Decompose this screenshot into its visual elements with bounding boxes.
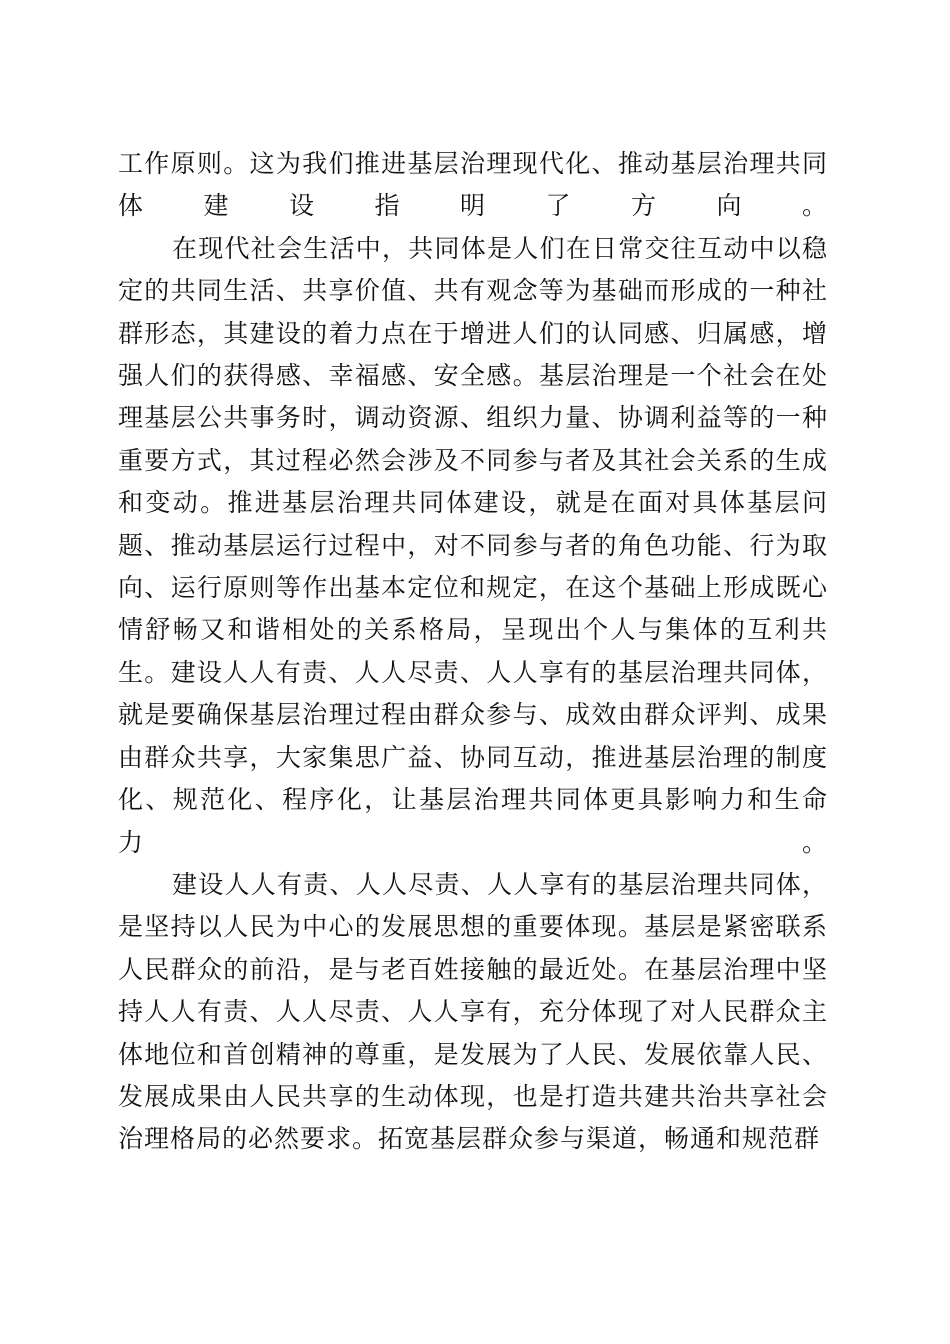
text-line: 畅又和谐相处的关系格局，呈现出个人与集体的互利共生。建: [118, 615, 828, 687]
text-line: 体地位和首创精神的尊重，是发展为了人民、发展依靠人民、: [118, 1039, 828, 1069]
text-line: 推动基层运行过程中，对不同参与者的角色功能、行为取向、: [118, 530, 828, 603]
text-line: 理基层公共事务时，调动资源、组织力量、协调利益等的一种: [118, 403, 828, 433]
paragraph-2: [118, 228, 828, 864]
text-line: 建设人人有责、人人尽责、人人享有的基层治理共同体，: [172, 869, 828, 899]
text-line: 设人人有责、人人尽责、人人享有的基层治理共同体，就是要: [118, 657, 828, 730]
text-line: 工作原则。这为我们推进基层治理现代化、推动基层治理共同: [118, 149, 828, 178]
text-line: 和变动。推进基层治理共同体建设，就是在面对具体基层问题、: [118, 488, 828, 560]
text-line: 人民群众的前沿，是与老百姓接触的最近处。在基层治理中坚: [118, 954, 828, 984]
body-text: [118, 143, 828, 1161]
paragraph-3: [118, 864, 828, 1161]
text-line: 治理格局的必然要求。拓宽基层群众参与渠道，畅通和规范群: [118, 1124, 821, 1154]
text-line: 在现代社会生活中，共同体是人们在日常交往互动中以稳: [172, 233, 828, 263]
text-line: 运行原则等作出基本定位和规定，在这个基础上形成既心情舒: [118, 573, 828, 645]
text-line: 持人人有责、人人尽责、人人享有，充分体现了对人民群众主: [118, 997, 828, 1027]
text-line: 定的共同生活、共享价值、共有观念等为基础而形成的一种社: [118, 276, 828, 306]
paragraph-1: [118, 143, 828, 228]
text-line: 共享，大家集思广益、协同互动，推进基层治理的制度化、规: [118, 742, 828, 815]
text-line: 强人们的获得感、幸福感、安全感。基层治理是一个社会在处: [118, 361, 828, 391]
text-line: 发展成果由人民共享的生动体现，也是打造共建共治共享社会: [118, 1081, 828, 1111]
text-line: 重要方式，其过程必然会涉及不同参与者及其社会关系的生成: [118, 445, 828, 475]
text-line: 确保基层治理过程由群众参与、成效由群众评判、成果由群众: [118, 700, 828, 772]
text-line: 范化、程序化，让基层治理共同体更具影响力和生命力。: [118, 785, 828, 857]
text-line: 群形态，其建设的着力点在于增进人们的认同感、归属感，增: [118, 318, 828, 348]
text-line: 是坚持以人民为中心的发展思想的重要体现。基层是紧密联系: [118, 912, 828, 942]
text-line: 体建设指明了方向。: [118, 191, 828, 221]
